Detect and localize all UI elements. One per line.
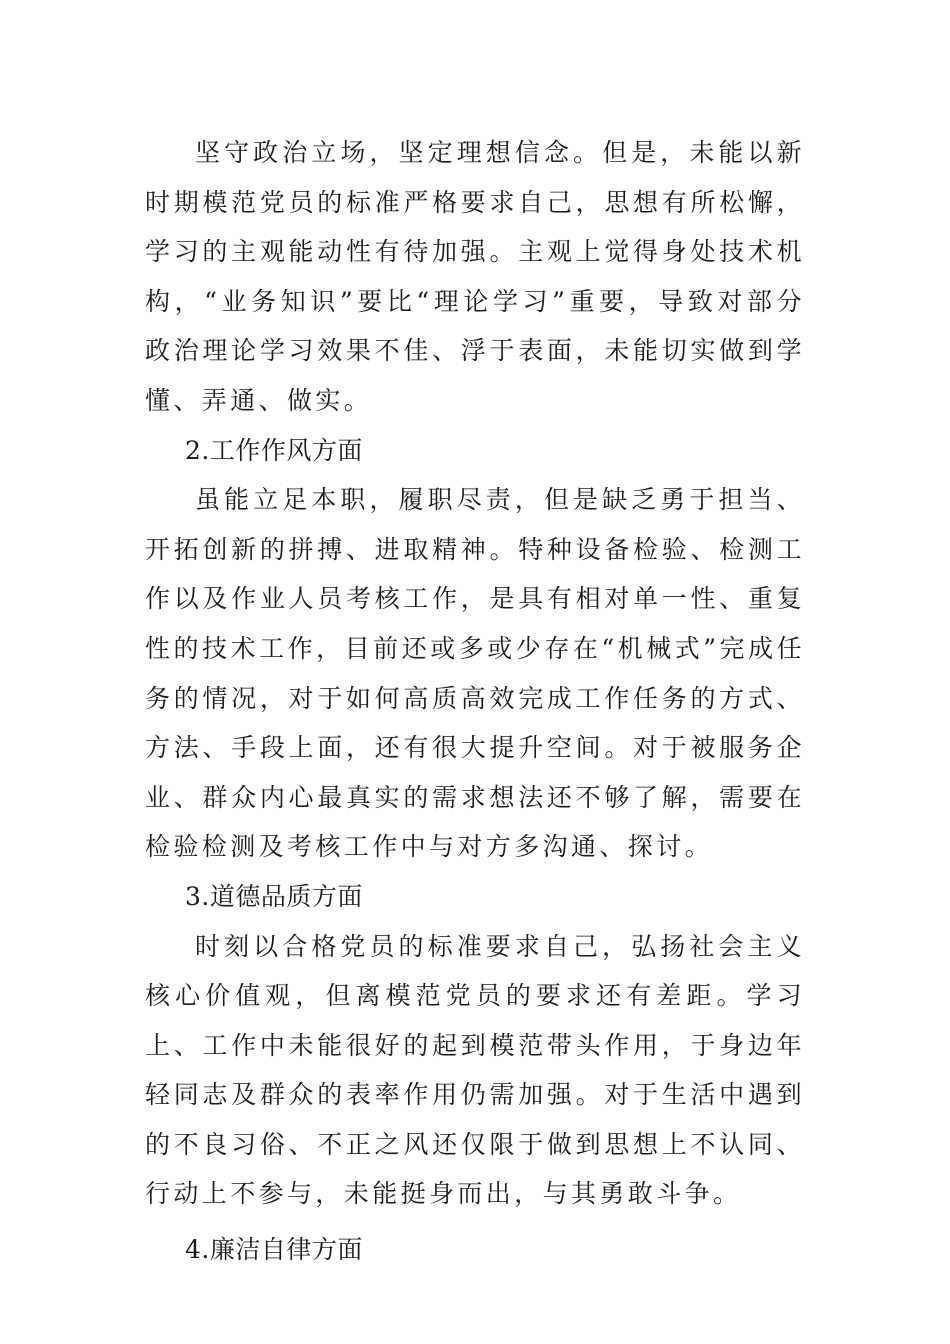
document-page [145,128,805,1275]
body-paragraph-political-stance: 坚守政治立场，坚定理想信念。但是，未能以新时期模范党员的标准严格要求自己，思想有所松懈，学习的主观能动性有待加强。主观上觉得身处技术机构，“业务知识”要比“理论学习”重要，导致对部分政治理论学习效果不佳、浮于表面，未能切实做到学懂、弄通、做实。 [145,138,805,415]
body-paragraph-work-style: 虽能立足本职，履职尽责，但是缺乏勇于担当、开拓创新的拼搏、进取精神。特种设备检验、检测工作以及作业人员考核工作，是具有相对单一性、重复性的技术工作，目前还或多或少存在“机械式”完成任务的情况，对于如何高质高效完成工作任务的方式、方法、手段上面，还有很大提升空间。对于被服务企业、群众内心最真实的需求想法还不够了解，需要在检验检测及考核工作中与对方多沟通、探讨。 [145,485,805,862]
section-heading-integrity: 4.廉洁自律方面 [185,1235,363,1265]
body-paragraph-moral-quality: 时刻以合格党员的标准要求自己，弘扬社会主义核心价值观，但离模范党员的要求还有差距。学习上、工作中未能很好的起到模范带头作用，于身边年轻同志及群众的表率作用仍需加强。对于生活中遇到的不良习俗、不正之风还仅限于做到思想上不认同、行动上不参与，未能挺身而出，与其勇敢斗争。 [145,931,805,1209]
section-heading-work-style: 2.工作作风方面 [185,435,363,465]
section-heading-moral-quality: 3.道德品质方面 [185,881,363,911]
